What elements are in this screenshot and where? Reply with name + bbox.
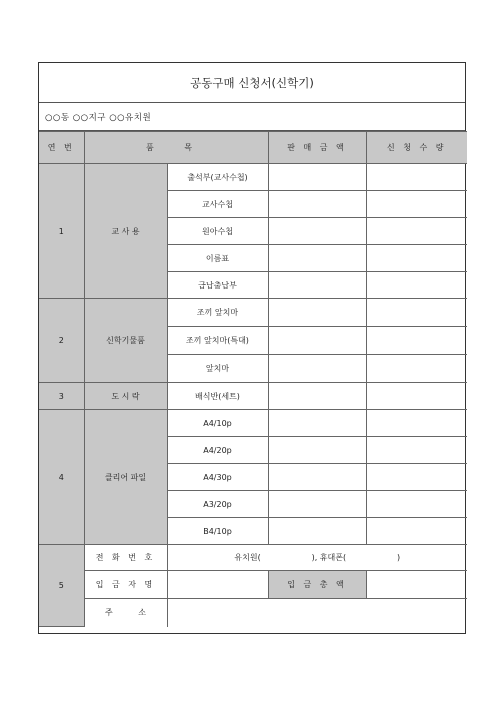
quantity-cell[interactable] (366, 191, 467, 218)
depositor-row (39, 571, 467, 599)
price-cell[interactable] (268, 355, 366, 383)
quantity-cell[interactable] (366, 327, 467, 355)
phone-value[interactable]: 유치원( ), 휴대폰( ) (167, 545, 467, 571)
quantity-cell[interactable] (366, 410, 467, 437)
price-cell[interactable] (268, 327, 366, 355)
price-cell[interactable] (268, 272, 366, 299)
category-cell: 도 시 락 (84, 383, 167, 410)
header-row (39, 132, 467, 164)
price-cell[interactable] (268, 437, 366, 464)
row-number: 2 (39, 299, 84, 383)
price-cell[interactable] (268, 383, 366, 410)
price-cell[interactable] (268, 245, 366, 272)
quantity-cell[interactable] (366, 355, 467, 383)
category-cell: 클리어 파일 (84, 410, 167, 545)
quantity-cell[interactable] (366, 383, 467, 410)
item-name: 조끼 앞치마(특대) (167, 327, 268, 355)
price-cell[interactable] (268, 191, 366, 218)
address-row (39, 599, 467, 627)
form-title: 공동구매 신청서(신학기) (39, 63, 465, 103)
quantity-cell[interactable] (366, 299, 467, 327)
table-row (39, 299, 467, 327)
category-cell: 교 사 용 (84, 164, 167, 299)
header-no: 연 번 (39, 132, 84, 164)
header-price: 판 매 금 액 (268, 132, 366, 164)
header-qty: 신 청 수 량 (366, 132, 467, 164)
phone-label: 전 화 번 호 (84, 545, 167, 571)
quantity-cell[interactable] (366, 518, 467, 545)
item-name: 배식반(세트) (167, 383, 268, 410)
row-number: 3 (39, 383, 84, 410)
item-name: A4/30p (167, 464, 268, 491)
item-name: A4/20p (167, 437, 268, 464)
quantity-cell[interactable] (366, 464, 467, 491)
item-name: A3/20p (167, 491, 268, 518)
price-cell[interactable] (268, 410, 366, 437)
application-form (38, 62, 466, 634)
quantity-cell[interactable] (366, 491, 467, 518)
address-label: 주 소 (84, 599, 167, 627)
item-name: 급납출납부 (167, 272, 268, 299)
price-cell[interactable] (268, 164, 366, 191)
school-line: ○○동 ○○지구 ○○유치원 (39, 103, 465, 131)
total-input[interactable] (366, 571, 467, 599)
row-number: 5 (39, 545, 84, 627)
phone-row (39, 545, 467, 571)
price-cell[interactable] (268, 464, 366, 491)
header-item: 품 목 (84, 132, 268, 164)
row-number: 1 (39, 164, 84, 299)
depositor-label: 입 금 자 명 (84, 571, 167, 599)
quantity-cell[interactable] (366, 272, 467, 299)
item-name: B4/10p (167, 518, 268, 545)
price-cell[interactable] (268, 299, 366, 327)
table-row (39, 383, 467, 410)
category-cell: 신학기물품 (84, 299, 167, 383)
price-cell[interactable] (268, 518, 366, 545)
price-cell[interactable] (268, 491, 366, 518)
table-row (39, 164, 467, 191)
quantity-cell[interactable] (366, 164, 467, 191)
address-input[interactable] (167, 599, 467, 627)
depositor-input[interactable] (167, 571, 268, 599)
row-number: 4 (39, 410, 84, 545)
item-name: 이름표 (167, 245, 268, 272)
item-name: 앞치마 (167, 355, 268, 383)
quantity-cell[interactable] (366, 437, 467, 464)
quantity-cell[interactable] (366, 245, 467, 272)
order-table (39, 131, 467, 627)
quantity-cell[interactable] (366, 218, 467, 245)
total-label: 입 금 총 액 (268, 571, 366, 599)
table-row (39, 410, 467, 437)
item-name: 조끼 앞치마 (167, 299, 268, 327)
item-name: A4/10p (167, 410, 268, 437)
item-name: 출석부(교사수첩) (167, 164, 268, 191)
price-cell[interactable] (268, 218, 366, 245)
item-name: 원아수첩 (167, 218, 268, 245)
item-name: 교사수첩 (167, 191, 268, 218)
